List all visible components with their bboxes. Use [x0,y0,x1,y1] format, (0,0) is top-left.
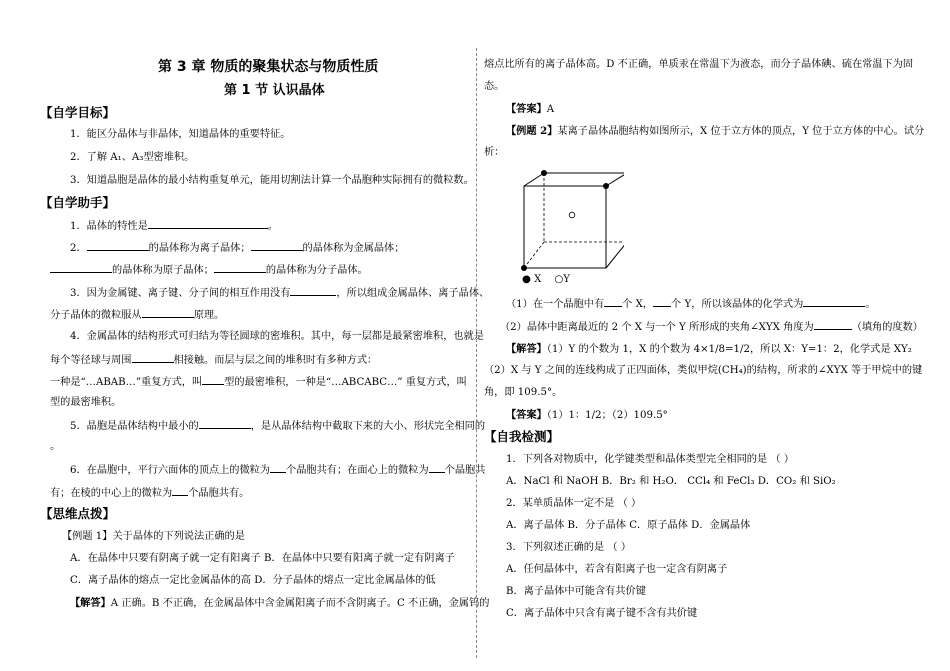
answer-text: A 正确。B 不正确，在金属晶体中含金属阳离子而不含阴离子。C 不正确，金属钨的 [110,598,490,609]
q4-text-e: 型的最密堆积，一种是“…ABCABC…” 重复方式，叫 [224,377,467,388]
part-2-text-b: （填角的度数） [851,322,923,333]
solution-line-2: （2）X 与 Y 之间的连线构成了正四面体，类似甲烷(CH₄)的结构，所求的∠XYX 等于甲烷中的键 [484,365,923,376]
q2-text-a: 2． [70,243,87,254]
solution-line-1 [506,342,912,357]
answer-2-value: （1）1：1/2；（2）109.5° [546,410,668,421]
cube-edges [524,173,624,268]
question-5-line-2: 。 [50,441,61,452]
heading-goals: 【自学目标】 [40,105,116,120]
part-1-text-d: 。 [865,299,876,310]
question-5-line-1 [70,418,485,434]
heading-think: 【思维点拨】 [40,506,116,521]
x-atom-front-bottom-left [521,265,527,271]
heading-self-test: 【自我检测】 [484,429,560,444]
test-3: 3．下列叙述正确的是 （ ） [506,542,632,553]
q1-text-b: 。 [267,221,278,232]
chapter-title: 第 3 章 物质的聚集状态与物质性质 [158,59,379,75]
test-3-option-a: A．任何晶体中，若含有阳离子也一定含有阴离子 [506,564,728,575]
part-1-text-a: （1）在一个晶胞中有 [506,299,605,310]
answer-1-value: A [546,104,555,115]
q6-text-a: 6．在晶胞中，平行六面体的顶点上的微粒为 [70,465,271,476]
answer-2 [506,408,668,423]
cube-hidden-edges [524,173,624,268]
test-1: 1．下列各对物质中，化学键类型和晶体类型完全相同的是 （ ） [506,454,795,465]
legend-x-dot: ● [522,274,531,285]
section-title: 第 1 节 认识晶体 [224,83,325,98]
q2-blank-4[interactable] [214,262,266,273]
example-2-line-2: 析： [484,147,505,158]
solution-line-3: 角，即 109.5°。 [484,387,563,398]
q6-blank-3[interactable] [172,485,188,496]
cube-diagram [514,170,624,290]
question-4-line-4: 型的最密堆积。 [50,397,122,408]
q4-text-c: 相接触。而层与层之间的堆积时有多种方式： [173,355,378,366]
part-1-blank-2[interactable] [653,296,671,307]
q5-text-b: ，是从晶体结构中截取下来的大小、形状完全相同的 [250,421,486,432]
q2-text-e: 的晶体称为分子晶体。 [265,265,368,276]
left-column [40,0,490,671]
question-2-line-2 [50,262,368,278]
legend-y-label: Y [563,274,570,285]
question-2-line-1 [70,240,404,256]
x-atom-front-top-right [603,183,609,189]
legend-x-label: X [534,274,542,285]
q6-blank-1[interactable] [270,462,286,473]
continued-line-2: 态。 [484,81,505,92]
q4-text-d: 一种是“…ABAB…”重复方式，叫 [50,377,203,388]
question-1 [70,218,278,234]
question-4-line-2 [50,352,377,368]
q2-blank-1[interactable] [87,240,149,251]
q5-text-a: 5．晶胞是晶体结构中最小的 [70,421,199,432]
goal-2: 2．了解 A₁、A₃型密堆积。 [70,152,195,163]
q3-text-d: 原理。 [193,310,225,321]
test-2: 2．某单质晶体一定不是 （ ） [506,498,642,509]
q3-text-a: 3．因为金属键、离子键、分子间的相互作用没有 [70,288,291,299]
example-1-answer [70,596,489,611]
q6-text-c: 个晶胞共 [444,465,486,476]
right-column [484,0,925,671]
q3-text-b: ，所以组成金属晶体、离子晶体、 [336,288,490,299]
q3-text-c: 分子晶体的微粒服从 [50,310,142,321]
y-atom-center [569,212,575,218]
example-1-options-cd: C．离子晶体的熔点一定比金属晶体的高 D．分子晶体的熔点一定比金属晶体的低 [70,575,436,586]
q1-blank[interactable] [148,218,268,229]
q2-blank-2[interactable] [251,240,303,251]
part-2 [500,319,923,335]
example-2-label: 【例题 2】 [506,125,558,137]
question-6-line-1 [70,462,485,478]
continued-line-1: 熔点比所有的离子晶体高。D 不正确，单质汞在常温下为液态，而分子晶体碘、硫在常温下为固 [484,59,914,70]
answer-1 [506,102,554,117]
part-1-text-c: 个 Y，所以该晶体的化学式为 [671,299,804,310]
test-2-options: A．离子晶体 B．分子晶体 C．原子晶体 D．金属晶体 [506,520,751,531]
q1-text-a: 1．晶体的特性是 [70,221,148,232]
q6-text-b: 个晶胞共有；在面心上的微粒为 [286,465,429,476]
answer-1-label: 【答案】 [506,103,547,115]
q2-text-c: 的晶体称为金属晶体； [302,243,405,254]
test-3-option-b: B．离子晶体中可能含有共价键 [506,586,646,597]
q3-blank-2[interactable] [142,307,194,318]
q2-text-d: 的晶体称为原子晶体； [112,265,214,276]
part-2-text-a: （2）晶体中距离最近的 2 个 X 与一个 Y 所形成的夹角∠XYX 角度为 [500,322,814,333]
test-3-option-c: C．离子晶体中只含有离子键不含有共价键 [506,608,698,619]
question-3-line-2 [50,307,224,323]
q6-text-e: 个晶胞共有。 [188,488,250,499]
test-1-options: A．NaCl 和 NaOH B．Br₂ 和 H₂O． CCl₄ 和 FeCl₃ D．CO₂ 和 SiO₂ [506,476,836,487]
example-2-text: 某离子晶体晶胞结构如图所示，X 位于立方体的顶点，Y 位于立方体的中心。试分 [557,126,925,137]
goal-1: 1．能区分晶体与非晶体，知道晶体的重要特征。 [70,129,291,140]
question-6-line-2 [50,485,249,501]
x-atom-back-top-left [541,170,547,176]
question-4-line-3 [50,374,467,390]
part-1-blank-3[interactable] [803,296,865,307]
q3-blank-1[interactable] [290,285,336,296]
q5-blank[interactable] [199,418,251,429]
part-2-blank[interactable] [814,319,852,330]
legend-y-dot: ○ [554,274,564,285]
q2-blank-3[interactable] [50,262,112,273]
legend [522,273,570,287]
solution-label: 【解答】 [506,343,547,355]
q4-blank-1[interactable] [132,352,174,363]
answer-2-label: 【答案】 [506,409,547,421]
question-4-line-1: 4．金属晶体的结构形式可归结为等径圆球的密堆积。其中，每一层都是最紧密堆积，也就是 [70,331,484,342]
example-2-line-1 [506,124,924,139]
answer-label: 【解答】 [70,597,111,609]
goal-3: 3．知道晶胞是晶体的最小结构重复单元，能用切割法计算一个晶胞种实际拥有的微粒数。 [70,175,474,186]
q6-text-d: 有；在棱的中心上的微粒为 [50,488,173,499]
part-1-blank-1[interactable] [604,296,622,307]
example-1-options-ab: A．在晶体中只要有阴离子就一定有阳离子 B．在晶体中只要有阳离子就一定有阴离子 [70,553,455,564]
question-3-line-1 [70,285,489,301]
part-1-text-b: 个 X， [622,299,654,310]
q6-blank-2[interactable] [429,462,445,473]
example-1: 【例题 1】关于晶体的下列说法正确的是 [62,531,245,542]
column-divider [476,48,478,658]
q4-text-b: 每个等径球与周围 [50,355,132,366]
heading-helper: 【自学助手】 [40,195,116,210]
solution-text-1: （1）Y 的个数为 1，X 的个数为 4×1/8=1/2，所以 X：Y=1：2，化学式是 XY₂ [546,344,912,355]
part-1 [506,296,875,312]
q2-text-b: 的晶体称为离子晶体； [148,243,251,254]
q4-blank-2[interactable] [202,374,224,385]
